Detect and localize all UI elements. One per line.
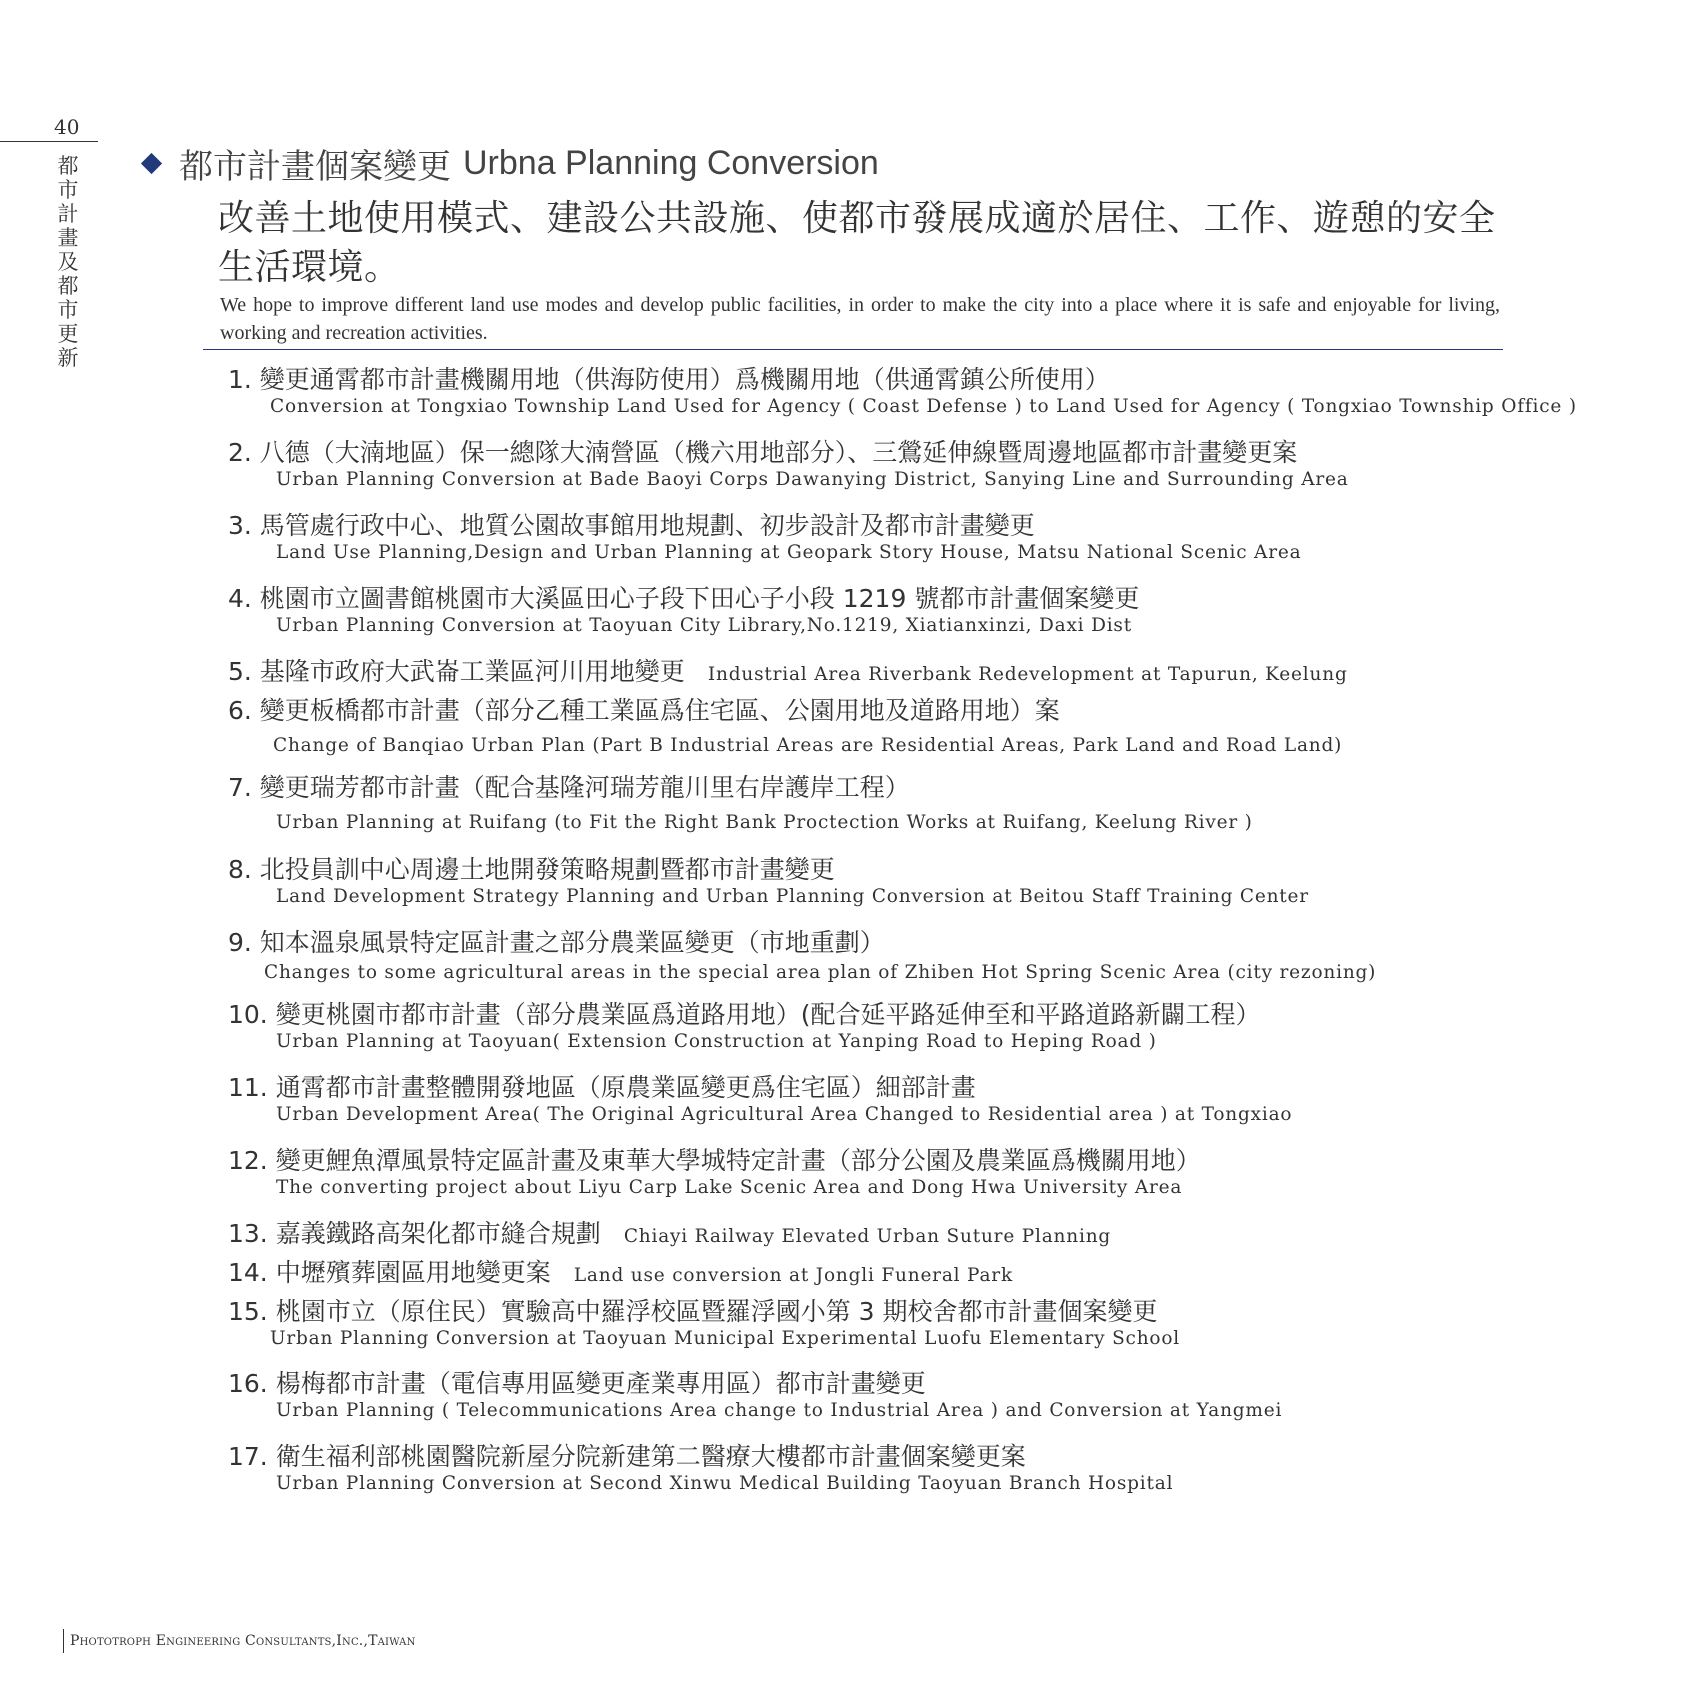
side-section-title: 都市計畫及都市更新 <box>57 154 79 370</box>
project-title-zh: 13. 嘉義鐵路高架化都市縫合規劃 <box>228 1219 601 1248</box>
project-title-zh: 11. 通霄都市計畫整體開發地區（原農業區變更爲住宅區）細部計畫 <box>228 1073 976 1102</box>
project-title-en: Change of Banqiao Urban Plan (Part B Industrial Areas are Residential Areas, Park Land and Road Land) <box>273 735 1343 756</box>
section-heading-zh: 都市計畫個案變更 <box>179 146 451 187</box>
project-item <box>228 696 1342 758</box>
project-title-en: Urban Planning Conversion at Taoyuan Municipal Experimental Luofu Elementary School <box>270 1328 1181 1349</box>
project-item <box>228 365 1577 419</box>
footer-company-name: Phototroph Engineering Consultants,Inc.,Taiwan <box>70 1633 416 1649</box>
project-item <box>228 657 1348 687</box>
project-title-zh: 10. 變更桃園市都市計畫（部分農業區爲道路用地）(配合延平路延伸至和平路道路新闢工程） <box>228 1000 1261 1029</box>
footer-bar <box>63 1629 64 1653</box>
project-title-zh: 5. 基隆市政府大武崙工業區河川用地變更 <box>228 657 685 686</box>
project-title-zh: 1. 變更通霄都市計畫機關用地（供海防使用）爲機關用地（供通霄鎮公所使用） <box>228 365 1110 394</box>
section-heading <box>144 143 879 187</box>
project-item <box>228 584 1139 638</box>
header-rule <box>0 141 98 142</box>
project-title-en: Urban Planning Conversion at Bade Baoyi Corps Dawanying District, Sanying Line and Surrounding Area <box>276 469 1349 490</box>
project-title-en: Land Development Strategy Planning and Urban Planning Conversion at Beitou Staff Training Center <box>276 886 1309 907</box>
project-title-en: Conversion at Tongxiao Township Land Used for Agency ( Coast Defense ) to Land Used for Agency ( Tongxiao Township Office ) <box>270 396 1577 417</box>
project-title-en: Urban Development Area( The Original Agricultural Area Changed to Residential area ) at Tongxiao <box>276 1104 1293 1125</box>
project-title-en: Urban Planning Conversion at Taoyuan City Library,No.1219, Xiatianxinzi, Daxi Dist <box>276 615 1132 636</box>
project-title-en: The converting project about Liyu Carp Lake Scenic Area and Dong Hwa University Area <box>276 1177 1183 1198</box>
project-title-en: Urban Planning Conversion at Second Xinwu Medical Building Taoyuan Branch Hospital <box>276 1473 1174 1494</box>
project-title-zh: 17. 衛生福利部桃園醫院新屋分院新建第二醫療大樓都市計畫個案變更案 <box>228 1442 1026 1471</box>
project-title-en: Land use conversion at Jongli Funeral Park <box>573 1265 1013 1286</box>
project-item <box>228 1146 1201 1200</box>
project-item <box>228 1297 1180 1351</box>
project-title-zh: 7. 變更瑞芳都市計畫（配合基隆河瑞芳龍川里右岸護岸工程） <box>228 773 910 802</box>
intro-en: We hope to improve different land use modes and develop public facilities, in order to make the city into a place where it is safe and enjoyable for living, working and recreation activities. <box>220 294 1500 344</box>
project-item <box>228 1258 1013 1288</box>
project-item <box>228 1073 1292 1127</box>
project-title-en: Urban Planning at Taoyuan( Extension Construction at Yanping Road to Heping Road ) <box>276 1031 1157 1052</box>
project-title-zh: 8. 北投員訓中心周邊土地開發策略規劃暨都市計畫變更 <box>228 855 835 884</box>
project-item <box>228 1442 1173 1496</box>
diamond-bullet-icon <box>141 152 162 173</box>
project-item <box>228 438 1349 492</box>
project-title-en: Chiayi Railway Elevated Urban Suture Planning <box>623 1226 1112 1247</box>
project-title-zh: 15. 桃園市立（原住民）實驗高中羅浮校區暨羅浮國小第 3 期校舍都市計畫個案變更 <box>228 1297 1158 1326</box>
project-title-zh: 12. 變更鯉魚潭風景特定區計畫及東華大學城特定計畫（部分公園及農業區爲機關用地） <box>228 1146 1201 1175</box>
project-title-zh: 6. 變更板橋都市計畫（部分乙種工業區爲住宅區、公園用地及道路用地）案 <box>228 696 1060 725</box>
project-title-en: Changes to some agricultural areas in the special area plan of Zhiben Hot Spring Scenic Area (city rezoning) <box>264 962 1377 983</box>
project-title-en: Industrial Area Riverbank Redevelopment at Tapurun, Keelung <box>707 664 1348 685</box>
intro-zh: 改善土地使用模式、建設公共設施、使都市發展成適於居住、工作、遊憩的安全生活環境。 <box>218 198 1496 288</box>
page-number: 40 <box>54 115 80 139</box>
project-item <box>228 1369 1282 1423</box>
project-title-zh: 16. 楊梅都市計畫（電信專用區變更產業專用區）都市計畫變更 <box>228 1369 926 1398</box>
project-item <box>228 1219 1111 1249</box>
project-title-en: Urban Planning ( Telecommunications Area change to Industrial Area ) and Conversion at Yangmei <box>276 1400 1283 1421</box>
project-title-zh: 4. 桃園市立圖書館桃園市大溪區田心子段下田心子小段 1219 號都市計畫個案變更 <box>228 584 1140 613</box>
project-title-zh: 14. 中壢殯葬園區用地變更案 <box>228 1258 551 1287</box>
project-item <box>228 1000 1260 1054</box>
section-heading-en: Urbna Planning Conversion <box>463 143 879 182</box>
project-item <box>228 855 1309 909</box>
project-title-en: Land Use Planning,Design and Urban Planning at Geopark Story House, Matsu National Scenic Area <box>276 542 1302 563</box>
project-item <box>228 773 1253 835</box>
project-title-zh: 9. 知本溫泉風景特定區計畫之部分農業區變更（市地重劃） <box>228 928 885 957</box>
project-item <box>228 928 1376 985</box>
project-title-zh: 3. 馬管處行政中心、地質公園故事館用地規劃、初步設計及都市計畫變更 <box>228 511 1035 540</box>
content-divider <box>203 349 1503 350</box>
project-item <box>228 511 1301 565</box>
project-title-en: Urban Planning at Ruifang (to Fit the Right Bank Proctection Works at Ruifang, Keelung River ) <box>276 812 1253 833</box>
project-title-zh: 2. 八德（大湳地區）保一總隊大湳營區（機六用地部分）、三鶯延伸線暨周邊地區都市計畫變更案 <box>228 438 1298 467</box>
